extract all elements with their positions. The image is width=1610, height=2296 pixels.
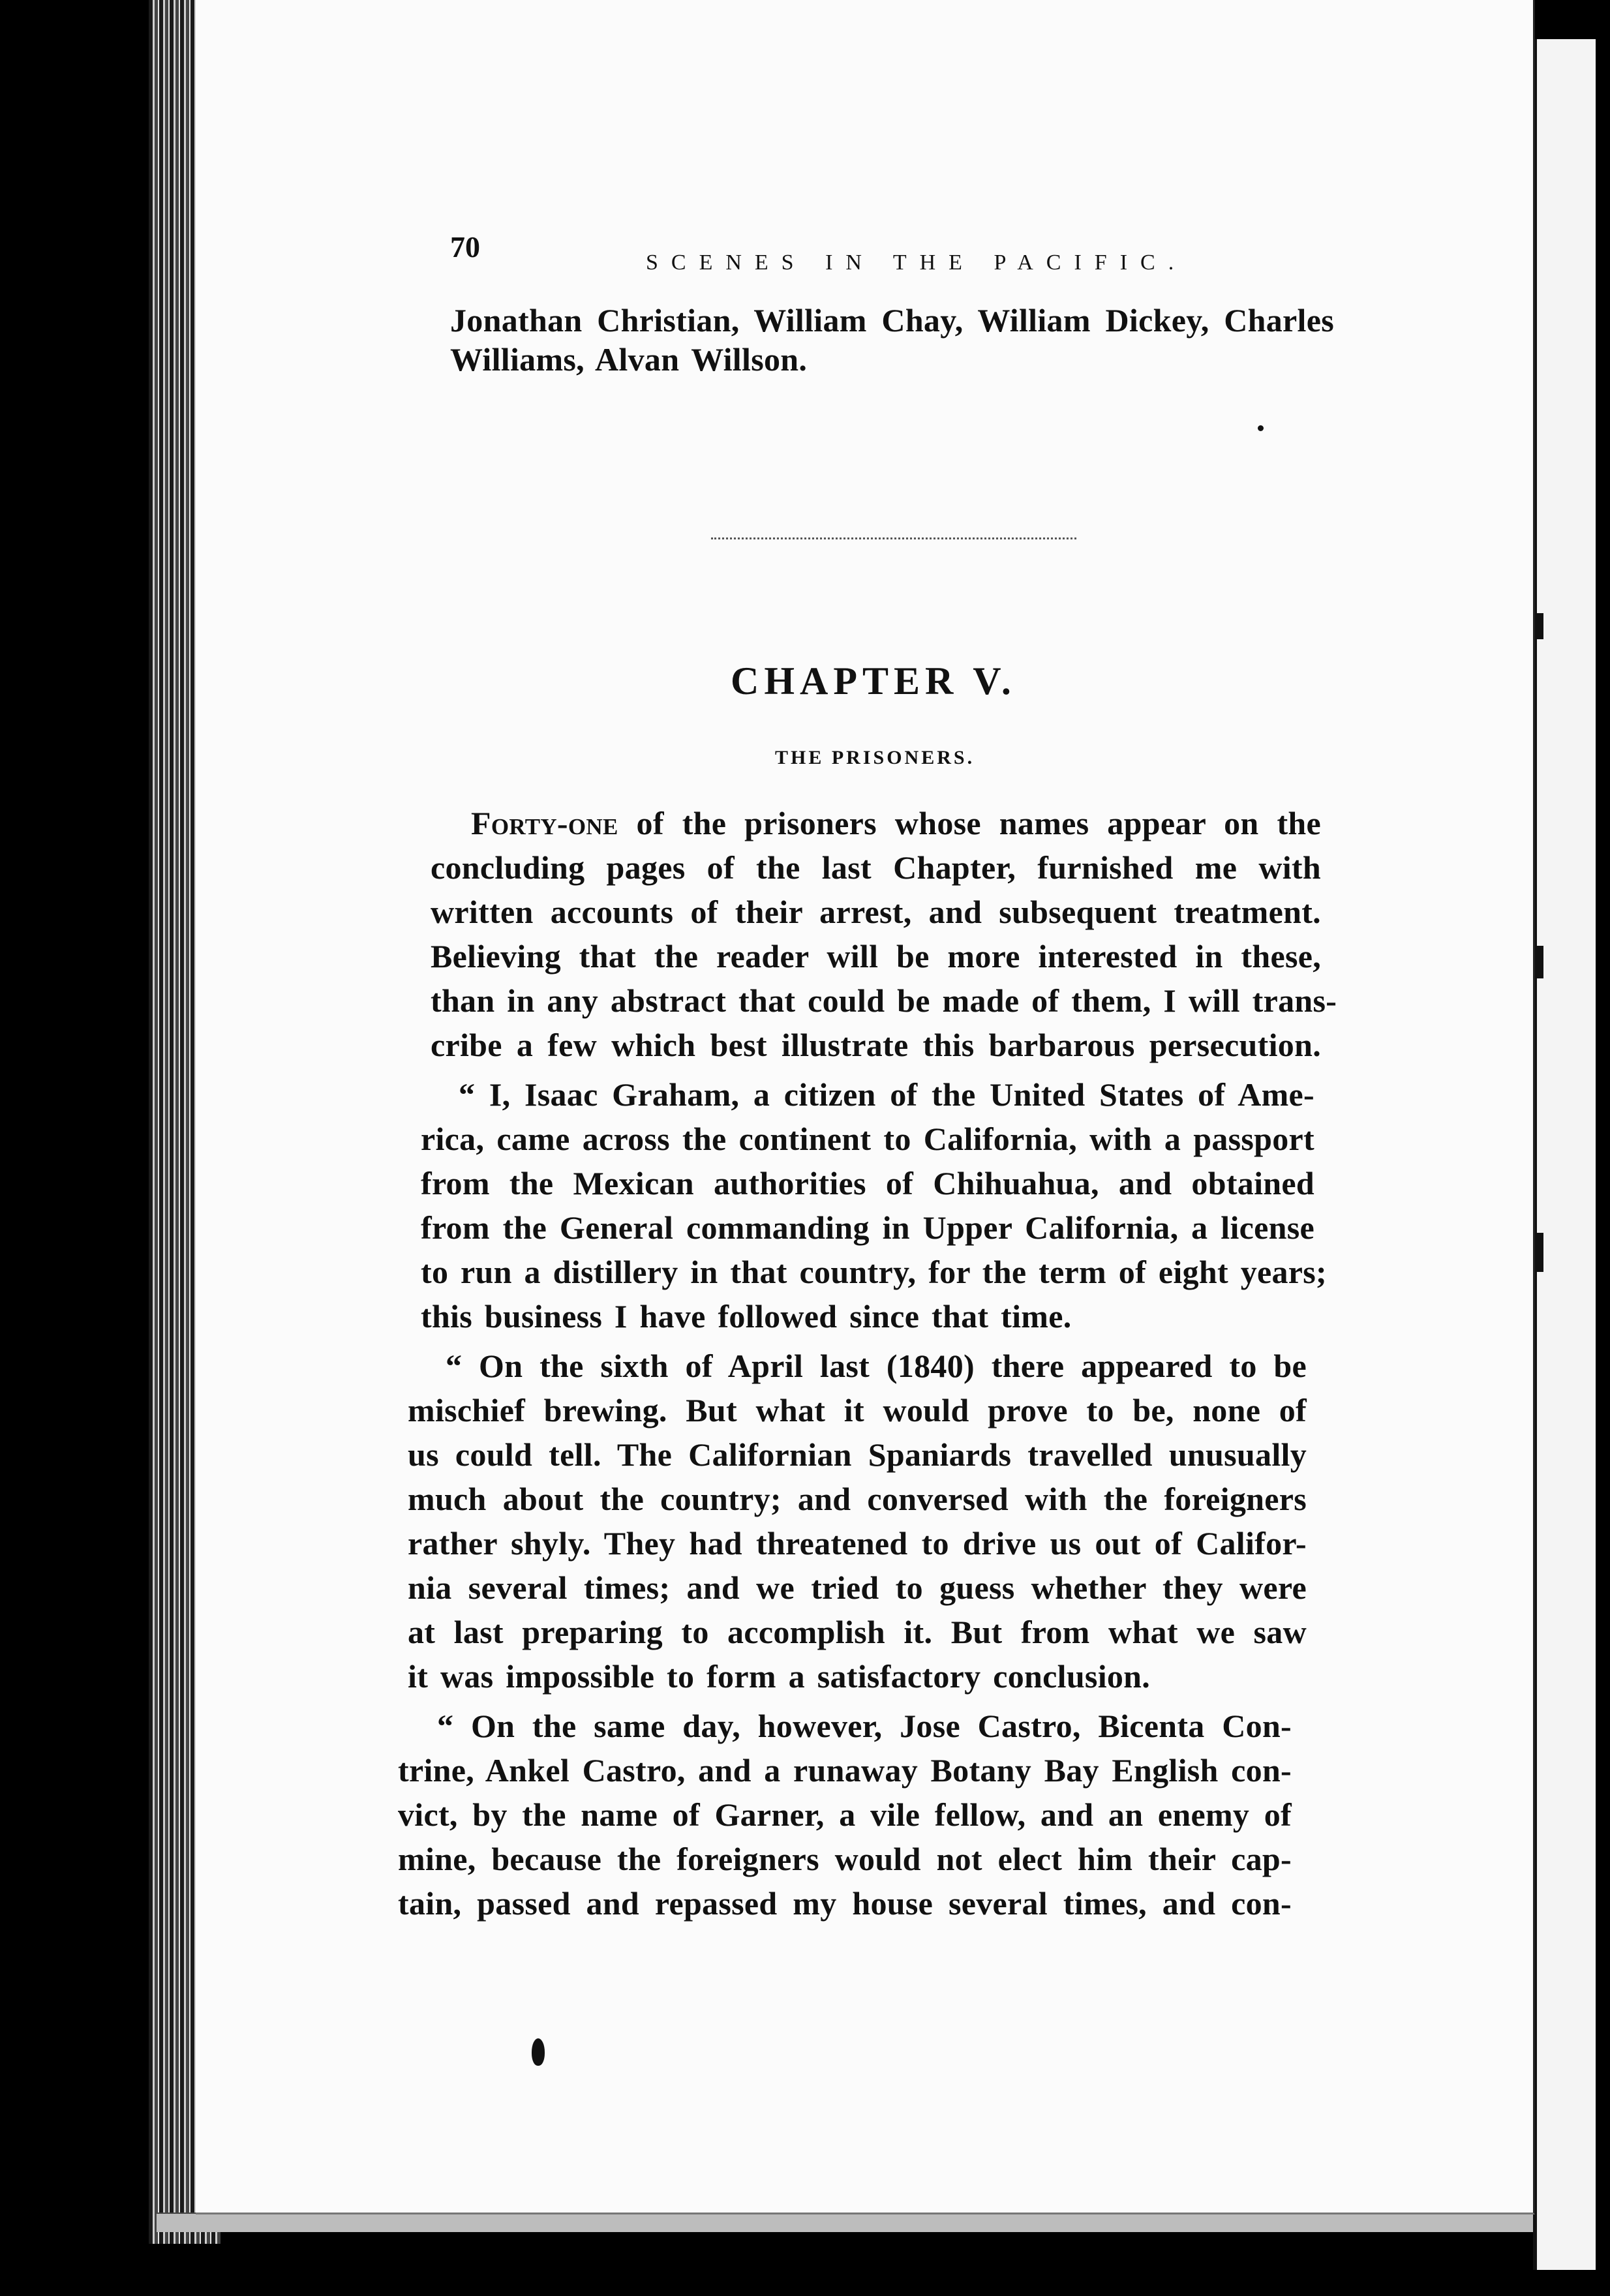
paragraph-line: Believing that the reader will be more interested in these,	[431, 938, 1321, 974]
page-bottom-edge	[157, 2213, 1533, 2232]
paragraph-line: vict, by the name of Garner, a vile fellow, and an enemy of	[398, 1796, 1292, 1833]
paragraph	[421, 1072, 1327, 1338]
chapter-title: CHAPTER V.	[731, 659, 1016, 702]
paragraph-line: cribe a few which best illustrate this barbarous persecution.	[431, 1027, 1321, 1063]
ink-speck	[1258, 425, 1264, 431]
chapter-subtitle: THE PRISONERS.	[775, 747, 975, 768]
ink-blot	[532, 2038, 545, 2066]
paragraph-line: it was impossible to form a satisfactory conclusion.	[408, 1658, 1151, 1695]
paragraph	[431, 801, 1337, 1067]
paragraph-line: from the General commanding in Upper California, a license	[421, 1209, 1314, 1246]
paragraph-line: rica, came across the continent to California, with a passport	[421, 1121, 1314, 1157]
paragraph-line: than in any abstract that could be made of them, I will trans-	[431, 982, 1337, 1019]
paragraph-line: rather shyly. They had threatened to drive us out of Califor-	[408, 1525, 1307, 1562]
paragraph-line: trine, Ankel Castro, and a runaway Botany Bay English con-	[398, 1752, 1292, 1789]
paragraph-line: tain, passed and repassed my house several times, and con-	[398, 1885, 1292, 1922]
running-head: SCENES IN THE PACIFIC.	[646, 250, 1187, 275]
continuation-block	[450, 301, 1334, 378]
paragraph-line: at last preparing to accomplish it. But from what we saw	[408, 1614, 1307, 1650]
paragraph-lead: Forty-one	[471, 805, 618, 841]
paragraph	[398, 1704, 1292, 1926]
paragraph-line: Forty-one of the prisoners whose names appear on the	[471, 805, 1321, 841]
paragraph-line: mischief brewing. But what it would prove to be, none of	[408, 1392, 1307, 1428]
continuation-line: Williams, Alvan Willson.	[450, 341, 808, 378]
paragraph-line: “ On the sixth of April last (1840) there appeared to be	[446, 1348, 1307, 1384]
paragraph-line: us could tell. The Californian Spaniards travelled unusually	[408, 1436, 1307, 1473]
paragraph-line: nia several times; and we tried to guess whether they were	[408, 1569, 1307, 1606]
paragraph-line: this business I have followed since that time.	[421, 1298, 1072, 1335]
page-number: 70	[450, 230, 480, 264]
paragraph	[408, 1344, 1307, 1699]
paragraph-line: to run a distillery in that country, for the term of eight years;	[421, 1254, 1327, 1290]
paragraph-line: written accounts of their arrest, and subsequent treatment.	[431, 894, 1321, 930]
paragraph-line: much about the country; and conversed with the foreigners	[408, 1481, 1307, 1517]
facing-page-edge	[1533, 39, 1596, 2270]
paragraph-line: mine, because the foreigners would not elect him their cap-	[398, 1841, 1292, 1877]
section-divider	[711, 537, 1076, 539]
paragraph-line: “ On the same day, however, Jose Castro, Bicenta Con-	[437, 1708, 1292, 1744]
paragraph-line: concluding pages of the last Chapter, furnished me with	[431, 849, 1321, 886]
paragraph-line: from the Mexican authorities of Chihuahua, and obtained	[421, 1165, 1314, 1201]
continuation-line: Jonathan Christian, William Chay, William Dickey, Charles	[450, 302, 1334, 339]
paragraph-line: “ I, Isaac Graham, a citizen of the United States of Ame-	[459, 1076, 1314, 1113]
